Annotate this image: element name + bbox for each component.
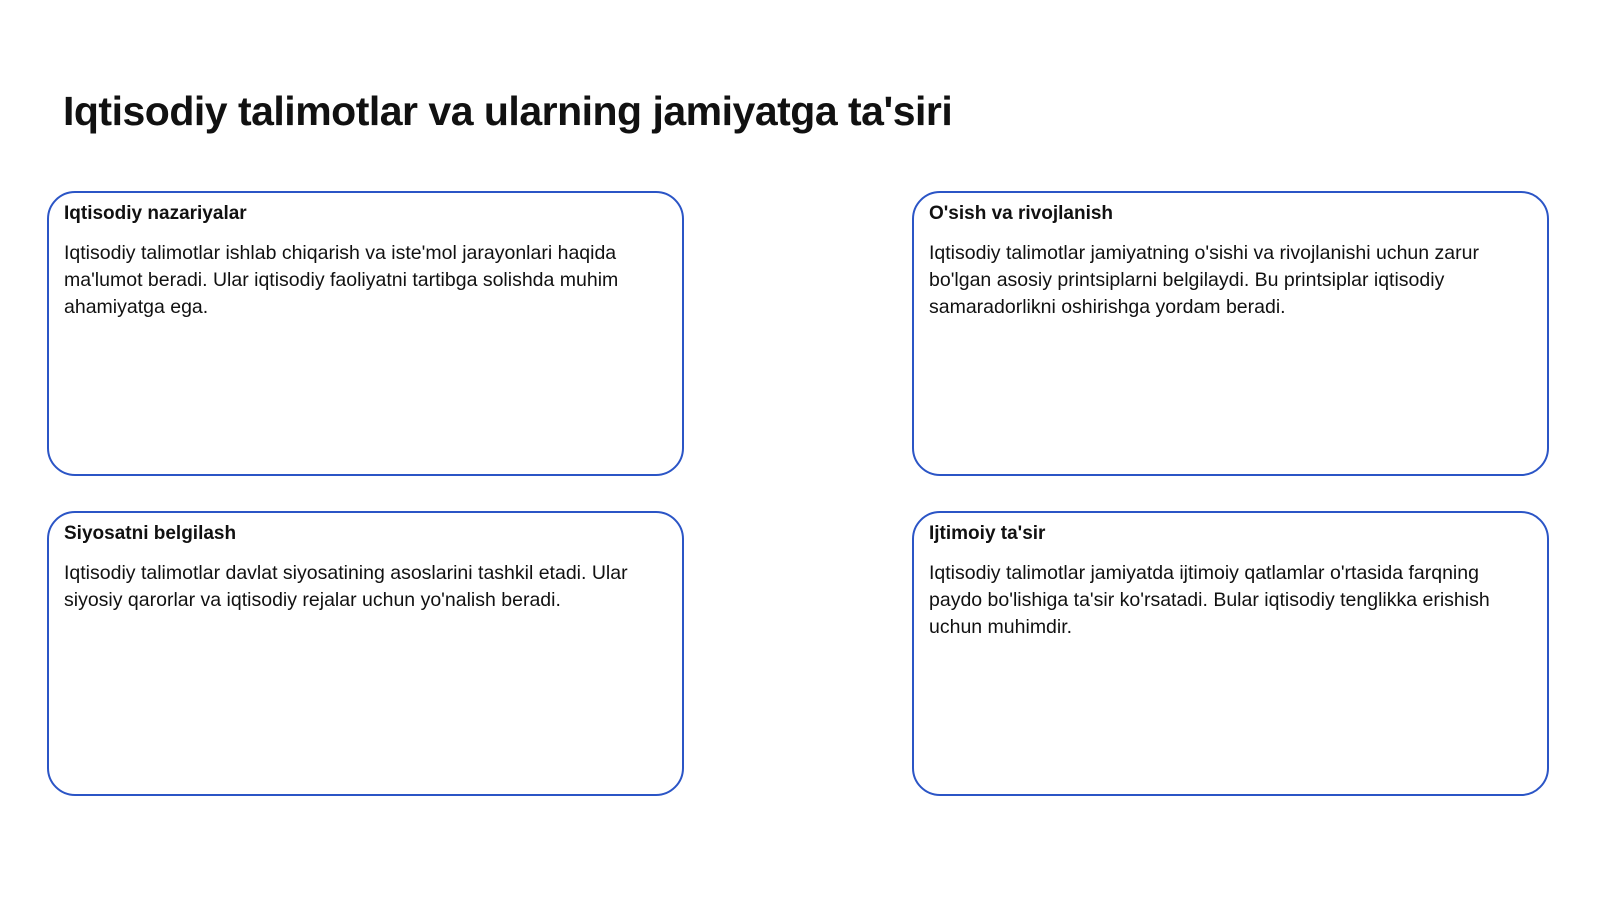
card-title: O'sish va rivojlanish bbox=[929, 203, 1114, 224]
card-title: Ijtimoiy ta'sir bbox=[929, 523, 1046, 544]
card-policy-making bbox=[47, 511, 684, 796]
card-growth-development bbox=[912, 191, 1549, 476]
card-body: Iqtisodiy talimotlar ishlab chiqarish va iste'mol jarayonlari haqida ma'lumot beradi. Ular iqtisodiy faoliyatni tartibga solishda muhim ahamiyatga ega. bbox=[64, 242, 619, 318]
slide-title: Iqtisodiy talimotlar va ularning jamiyatga ta'siri bbox=[63, 88, 953, 134]
card-body: Iqtisodiy talimotlar davlat siyosatining asoslarini tashkil etadi. Ular siyosiy qarorlar va iqtisodiy rejalar uchun yo'nalish beradi. bbox=[64, 562, 628, 611]
card-body: Iqtisodiy talimotlar jamiyatning o'sishi va rivojlanishi uchun zarur bo'lgan asosiy printsiplarni belgilaydi. Bu printsiplar iqtisodiy samaradorlikni oshirishga yordam beradi. bbox=[929, 242, 1479, 318]
card-body: Iqtisodiy talimotlar jamiyatda ijtimoiy qatlamlar o'rtasida farqning paydo bo'lishiga ta'sir ko'rsatadi. Bular iqtisodiy tenglikka erishish uchun muhimdir. bbox=[929, 562, 1490, 638]
card-title: Iqtisodiy nazariyalar bbox=[64, 203, 247, 224]
card-title: Siyosatni belgilash bbox=[64, 523, 237, 544]
card-economic-theories bbox=[47, 191, 684, 476]
card-social-impact bbox=[912, 511, 1549, 796]
